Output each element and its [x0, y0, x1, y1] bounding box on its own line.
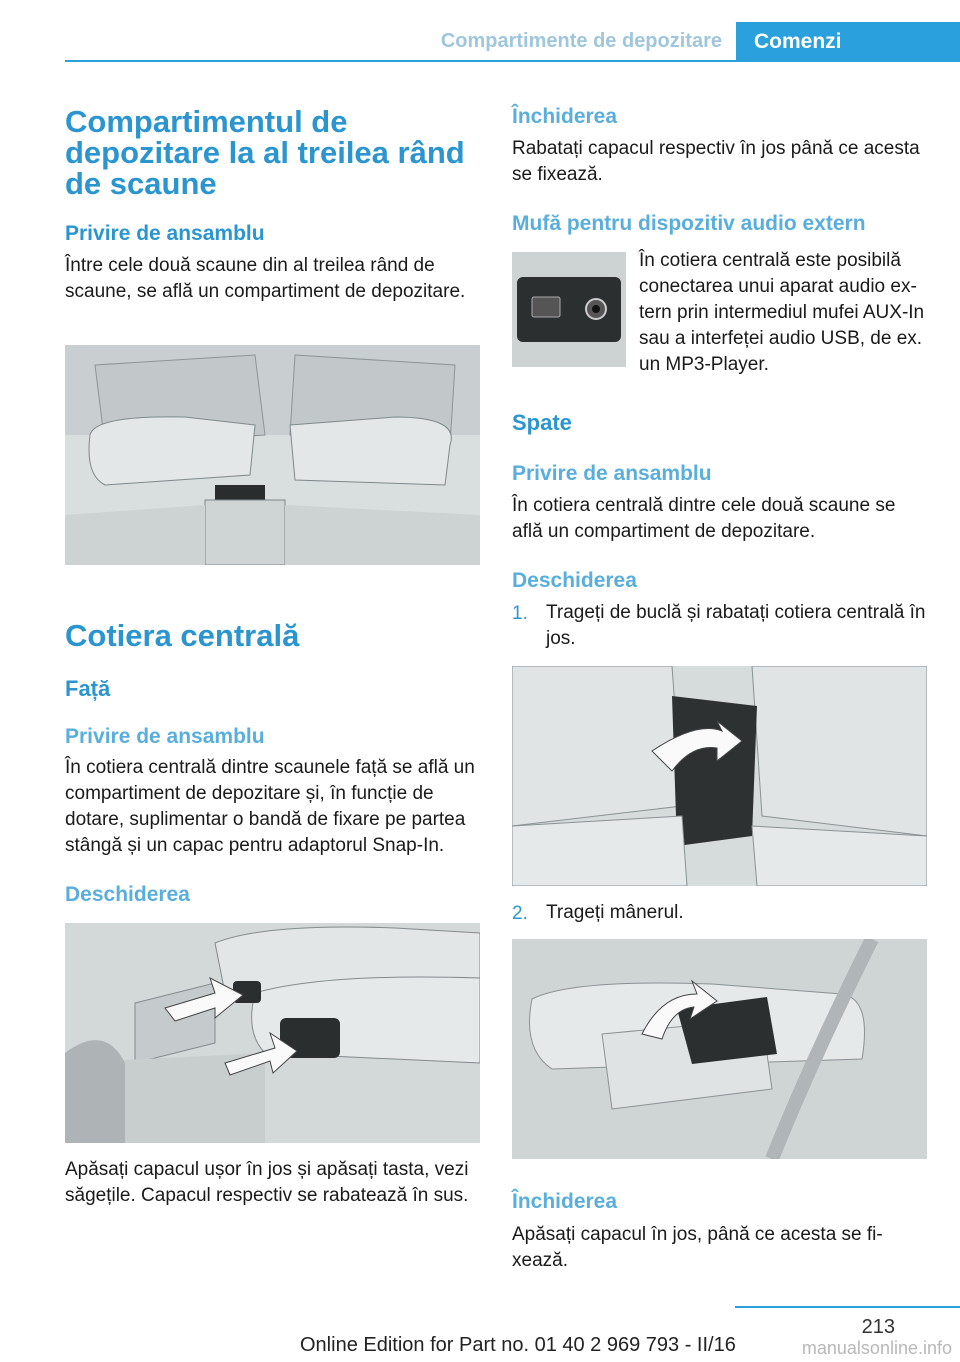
rear-armrest-fold-image	[512, 666, 927, 886]
overview-heading: Privire de ansamblu	[65, 222, 265, 245]
rear-opening-heading: Deschiderea	[512, 569, 637, 592]
front-armrest-opening-image	[65, 923, 480, 1143]
header-section-title: Compartimente de depozitare	[440, 30, 722, 52]
closing-text: Rabatați capacul respectiv în jos până ce acesta se fixează.	[512, 138, 920, 185]
rear-overview-text: În cotiera centrală dintre cele două scaune se află un compartiment de depozitare.	[512, 495, 896, 542]
rear-heading: Spate	[512, 410, 572, 435]
front-overview-heading: Privire de ansamblu	[65, 725, 265, 748]
step-number: 1.	[512, 603, 528, 624]
audio-heading: Mufă pentru dispozitiv audio extern	[512, 212, 866, 235]
rear-closing-text: Apăsați capacul în jos, până ce acesta se fixează.	[512, 1224, 883, 1271]
opening-text: Apăsați capacul ușor în jos și apăsați tasta, vezi săgețile. Capacul respectiv se rabatează în sus.	[65, 1159, 469, 1206]
step-text: Trageți mânerul.	[546, 902, 684, 923]
third-row-storage-image	[65, 345, 480, 565]
header-rule	[65, 60, 960, 62]
opening-heading: Deschiderea	[65, 883, 190, 906]
rear-overview-heading: Privire de ansamblu	[512, 462, 712, 485]
edition-text: Online Edition for Part no. 01 40 2 969 793 - II/16	[300, 1334, 736, 1356]
audio-text: În cotiera centrală este posibilă conectarea unui aparat audio extern prin intermediul mufei AUX-In sau a interfeței audio USB, de ex. un MP3-Player.	[639, 250, 925, 375]
section-title-third-row-storage: Compartimentul de depozitare la al treilea rând de scaune	[65, 104, 465, 201]
watermark: manualsonline.info	[801, 1338, 952, 1358]
closing-heading: Închiderea	[512, 105, 618, 128]
armrest-section-title: Cotiera centrală	[65, 618, 300, 653]
front-overview-text: În cotiera centrală dintre scaunele față se află un compartiment de depozitare și, în funcție de dotare, suplimentar o bandă de fixare pe partea stângă și un capac pentru adaptorul Snap-In.	[65, 757, 475, 856]
overview-text: Între cele două scaune din al treilea rând de scaune, se află un compartiment de depozitare.	[65, 255, 466, 302]
audio-ports-image	[512, 252, 626, 367]
rear-closing-heading: Închiderea	[512, 1190, 618, 1213]
step-text: Trageți de buclă și rabatați cotiera centrală în jos.	[546, 602, 926, 649]
step-number: 2.	[512, 903, 528, 924]
page-number: 213	[861, 1316, 895, 1338]
footer-rule	[735, 1306, 960, 1308]
rear-armrest-handle-image	[512, 939, 927, 1159]
header-chapter-tab[interactable]: Comenzi	[736, 22, 960, 62]
front-heading: Față	[65, 676, 111, 701]
